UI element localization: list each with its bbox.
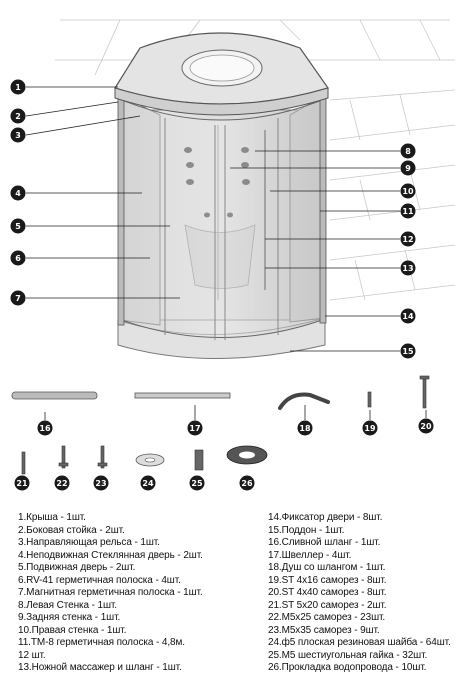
callout-26 [240,476,255,491]
part-item: 8.Левая Стенка - 1шт. [18,599,117,611]
callout-5 [11,219,26,234]
callout-label: 18 [299,424,311,433]
callout-label: 26 [241,479,253,488]
callout-label: 16 [39,424,51,433]
callout-label: 7 [15,294,21,303]
part-item: 14.Фиксатор двери - 8шт. [268,512,383,523]
part-item: 9.Задняя стенка - 1шт. [18,612,121,623]
callout-17 [188,421,203,436]
part-item: 23.M5x35 саморез - 9шт. [268,624,380,636]
part-item: 6.RV-41 герметичная полоска - 4шт. [18,574,181,586]
part-item: 26.Прокладка водопровода - 10шт. [268,662,427,673]
part-item: 2.Боковая стойка - 2шт. [18,524,125,536]
callout-label: 9 [405,164,411,173]
callout-3 [11,128,26,143]
parts-list-right [268,512,458,675]
callout-24 [141,476,156,491]
part-item: 3.Направляющая рельса - 1шт. [18,537,160,548]
callout-22 [55,476,70,491]
part-item: 7.Магнитная герметичная полоска - 1шт. [18,587,203,598]
callout-label: 17 [189,424,201,433]
callout-label: 1 [15,83,21,92]
front-glass [122,100,322,338]
callout-label: 4 [15,189,21,198]
part-item: 10.Правая стенка - 1шт. [18,624,127,636]
part-item: 13.Ножной массажер и шланг - 1шт. [18,662,182,673]
part-item: 11.TM-8 герметичная полоска - 4,8м. [18,637,185,648]
part-item: 25.M5 шестиугольная гайка - 32шт. [268,649,428,661]
callout-11 [401,204,416,219]
screw-st4x16 [368,392,371,407]
callout-20 [419,419,434,434]
part-item: 21.ST 5x20 саморез - 2шт. [268,599,387,611]
callout-2 [11,109,26,124]
right-post [320,95,326,323]
callout-label: 2 [15,112,21,121]
callout-9 [401,161,416,176]
callout-label: 25 [191,479,203,488]
callout-label: 10 [402,187,414,196]
callout-label: 21 [16,479,28,488]
screw-st5x20 [22,452,25,474]
callout-21 [15,476,30,491]
parts-list [0,512,459,700]
callout-8 [401,144,416,159]
callout-label: 19 [364,424,376,433]
part-item: 24.ф5 плоская резиновая шайба - 64шт. [268,637,451,648]
callout-6 [11,251,26,266]
callout-label: 22 [56,479,68,488]
part-item: 1.Крыша - 1шт. [18,512,86,523]
callout-label: 23 [95,479,107,488]
part-item: 19.ST 4x16 саморез - 8шт. [268,574,387,586]
callout-label: 15 [402,347,414,356]
callout-label: 14 [402,312,414,321]
screw-st4x40 [423,378,426,408]
hex-nut [195,450,203,470]
callout-13 [401,261,416,276]
callout-15 [401,344,416,359]
callout-23 [94,476,109,491]
callout-label: 3 [15,131,21,140]
part-item: 15.Поддон - 1шт. [268,524,345,536]
part-item: 12 шт. [18,649,46,661]
callout-18 [298,421,313,436]
callout-1 [11,80,26,95]
channel-profile [135,393,230,398]
callout-19 [363,421,378,436]
left-post [118,95,124,325]
callout-label: 8 [405,147,411,156]
hand-shower [280,395,328,408]
callout-label: 20 [420,422,432,431]
callout-label: 12 [402,235,414,244]
callout-label: 6 [15,254,21,263]
callout-16 [38,421,53,436]
roof [115,33,328,115]
callout-label: 13 [402,264,414,273]
callout-10 [401,184,416,199]
part-item: 18.Душ со шлангом - 1шт. [268,562,386,573]
part-item: 17.Швеллер - 4шт. [268,549,352,561]
part-item: 20.ST 4x40 саморез - 8шт. [268,587,387,598]
callout-label: 11 [402,207,414,216]
callout-14 [401,309,416,324]
part-item: 4.Неподвижная Стеклянная дверь - 2шт. [18,549,203,561]
part-item: 22.M5x25 саморез - 23шт. [268,612,386,623]
callout-7 [11,291,26,306]
callout-25 [190,476,205,491]
parts-list-left [18,512,256,675]
part-item: 16.Сливной шланг - 1шт. [268,537,381,548]
callout-12 [401,232,416,247]
part-item: 5.Подвижная дверь - 2шт. [18,562,136,573]
callout-label: 24 [142,479,154,488]
callout-label: 5 [15,222,21,231]
drain-hose [12,392,97,399]
callout-4 [11,186,26,201]
